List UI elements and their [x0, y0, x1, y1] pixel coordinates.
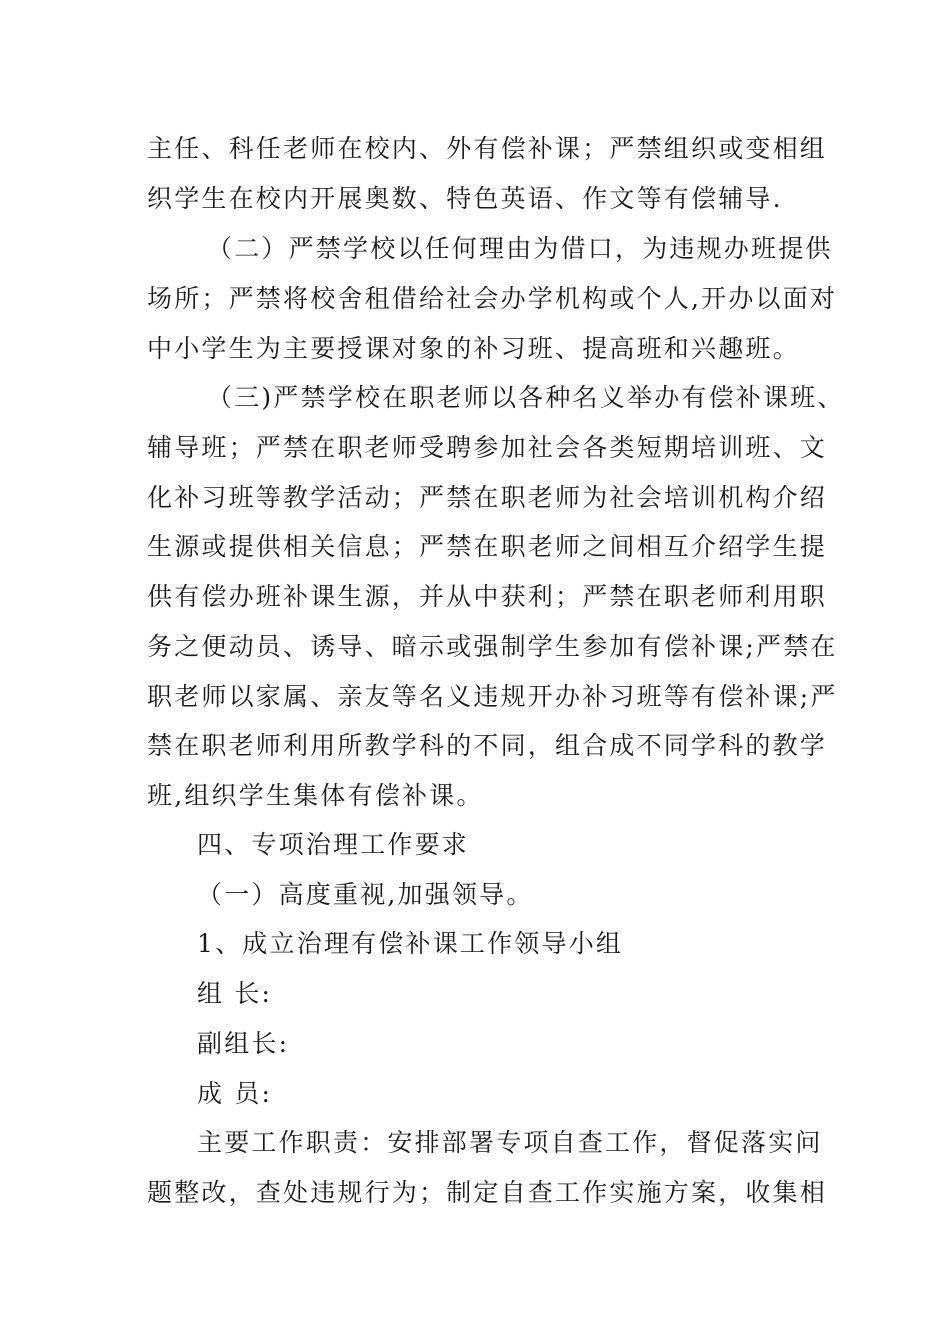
text-line: 供有偿办班补课生源，并从中获利；严禁在职老师利用职 — [147, 582, 828, 611]
text-line: 1、成立治理有偿补课工作领导小组 — [197, 929, 624, 958]
text-line: 场所；严禁将校舍租借给社会办学机构或个人,开办以面对 — [147, 284, 838, 313]
text-line: 辅导班；严禁在职老师受聘参加社会各类短期培训班、文 — [147, 433, 828, 462]
text-line: 化补习班等教学活动；严禁在职老师为社会培训机构介绍 — [147, 483, 828, 512]
text-line: 班,组织学生集体有偿补课。 — [147, 781, 484, 810]
section-heading: 四、专项治理工作要求 — [197, 830, 470, 859]
text-line: 主要工作职责：安排部署专项自查工作，督促落实问 — [197, 1128, 823, 1157]
text-line: 中小学生为主要授课对象的补习班、提高班和兴趣班。 — [147, 334, 800, 363]
subsection-heading: （一）高度重视,加强领导。 — [197, 880, 534, 909]
deputy-leader-label: 副组长: — [197, 1029, 290, 1058]
text-line: （二）严禁学校以任何理由为借口，为违规办班提供 — [207, 234, 833, 263]
text-line: （三)严禁学校在职老师以各种名义举办有偿补课班、 — [207, 383, 845, 412]
group-leader-label: 组 长: — [197, 979, 273, 1008]
text-line: 织学生在校内开展奥数、特色英语、作文等有偿辅导. — [147, 184, 783, 213]
text-line: 务之便动员、诱导、暗示或强制学生参加有偿补课;严禁在 — [147, 632, 838, 661]
text-line: 职老师以家属、亲友等名义违规开办补习班等有偿补课;严 — [147, 682, 838, 711]
text-line: 主任、科任老师在校内、外有偿补课；严禁组织或变相组 — [147, 134, 828, 163]
text-line: 禁在职老师利用所教学科的不同，组合成不同学科的教学 — [147, 731, 828, 760]
text-line: 题整改，查处违规行为；制定自查工作实施方案，收集相 — [147, 1178, 828, 1207]
text-line: 生源或提供相关信息；严禁在职老师之间相互介绍学生提 — [147, 532, 828, 561]
members-label: 成 员: — [197, 1079, 273, 1108]
